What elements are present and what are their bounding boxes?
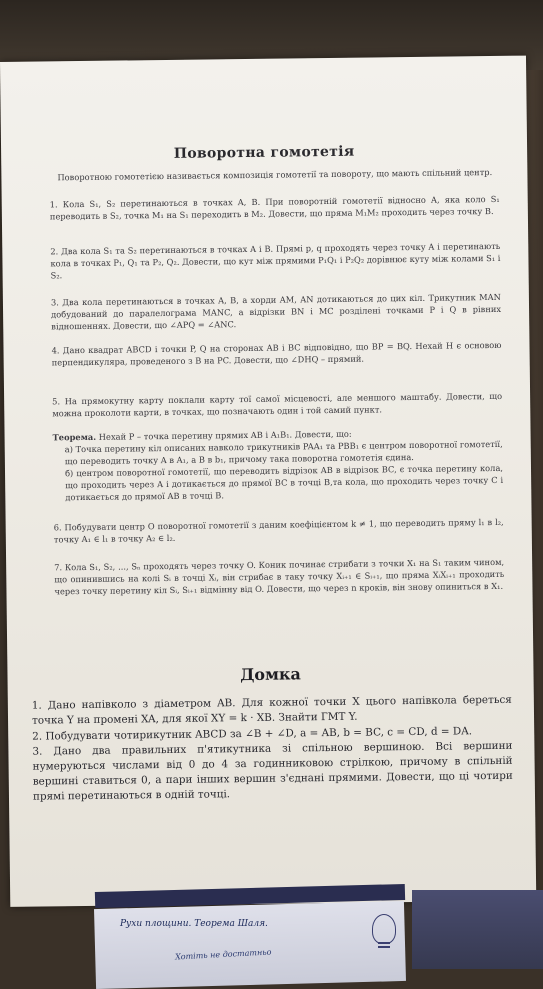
problem-4: 4. Дано квадрат ABCD і точки P, Q на сторонах AB і BC відповідно, що BP = BQ. Нехай H є основою перпендикуляра, проведеного з B на PC. Довести, що ∠DHQ – прямий. [51,339,502,368]
homework-item-3: 3. Дано два правильних п'ятикутника зі спільною вершиною. Всі вершини нумеруються числами від 0 до 4 за годинниковою стрілкою, причому в спільній вершині ставиться 0, а пари інших вершин з'єднані прямими. Довести, що ці чотири прямі перетинаються в одній точці. [32,739,513,803]
problem-7: 7. Кола S₁, S₂, ..., Sₙ проходять через точку O. Коник починає стрибати з точки X₁ на S₁ таким чином, що опинившись на колі Sᵢ в точці Xᵢ, він стрибає в таку точку Xᵢ₊₁ ∈ Sᵢ₊₁, що пряма XᵢXᵢ₊₁ проходить через точку перетину кіл Sᵢ, Sᵢ₊₁ відмінну від O. Довести, що через n кроків, він знову опиниться в X₁. [54,556,505,597]
homework-title: Домка [240,664,301,685]
background-bottom-right [412,890,543,969]
book-heading: Рухи площини. Теорема Шаля. [120,919,268,929]
problem-2: 2. Два кола S₁ та S₂ перетинаються в точках A і B. Прямі p, q проходять через точку A і перетинають кола в точках P₁, Q₁ та P₂, Q₂. Довести, що кут між прямими P₁Q₁ і P₂Q₂ дорівнює куту між колами S₁ і S₂. [50,240,501,281]
book-subtext: Хотіть не достатньо [174,947,272,962]
problem-3: 3. Два кола перетинаються в точках A, B, а хорди AM, AN дотикаються до цих кіл. Трикутник MAN добудований до паралелограма MANC, а відрізки BN і MC розділені точками P і Q в рівних відношеннях. Довести, що ∠APQ = ∠ANC. [50,291,502,332]
problem-5: 5. На прямокутну карту поклали карту тої самої місцевості, але меншого маштабу. Довести, що можна проколоти карти, в точках, що позначають один і той самий пункт. [52,390,503,419]
theorem-part-a: а) Точка перетину кіл описаних навколо трикутників PAA₁ та PBB₁ є центром поворотної гомотетії, що переводить точку A в A₁, а B в b₁, причому така поворотна гомотетія єдина. [64,438,503,467]
problem-1: 1. Кола S₁, S₂ перетинаються в точках A, B. При поворотній гомотетії відносно A, яка коло S₁ переводить в S₂, точка M₁ на S₁ переходить в M₂. Довести, що пряма M₁M₂ проходить через точку B. [49,193,500,222]
problem-6: 6. Побудувати центр O поворотної гомотетії з даним коефіцієнтом k ≠ 1, що переводить пряму l₁ в l₂, точку A₁ ∈ l₁ в точку A₂ ∈ l₂. [53,516,504,545]
lightbulb-icon [372,914,396,944]
theorem-block [53,426,504,503]
document-page [0,56,536,907]
lightbulb-base-icon [378,942,390,944]
homework-item-1: 1. Дано напівколо з діаметром AB. Для кожної точки X цього напівкола береться точка Y на промені XA, для якої XY = k · XB. Знайти ГМТ Y. [31,693,512,727]
homework-item-2: 2. Побудувати чотирикутник ABCD за ∠B + ∠D, a = AB, b = BC, c = CD, d = DA. [32,725,473,743]
book-page [94,901,406,989]
page-title: Поворотна гомотетія [173,143,355,162]
theorem-statement: Нехай P – точка перетину прямих AB і A₁B₁. Довести, що: [98,428,352,442]
theorem-part-b: б) центром поворотної гомотетії, що переводить відрізок AB в відрізок BC, є точка перетину кола, що проходить через A і дотикається до прямої BC в точці B,та кола, що проходить через точку C і дотикається до прямої AB в точці B. [64,462,504,503]
theorem-label: Теорема. [52,431,97,443]
intro-definition: Поворотною гомотетією називається композиція гомотетії та повороту, що мають спільний центр. [57,166,493,183]
